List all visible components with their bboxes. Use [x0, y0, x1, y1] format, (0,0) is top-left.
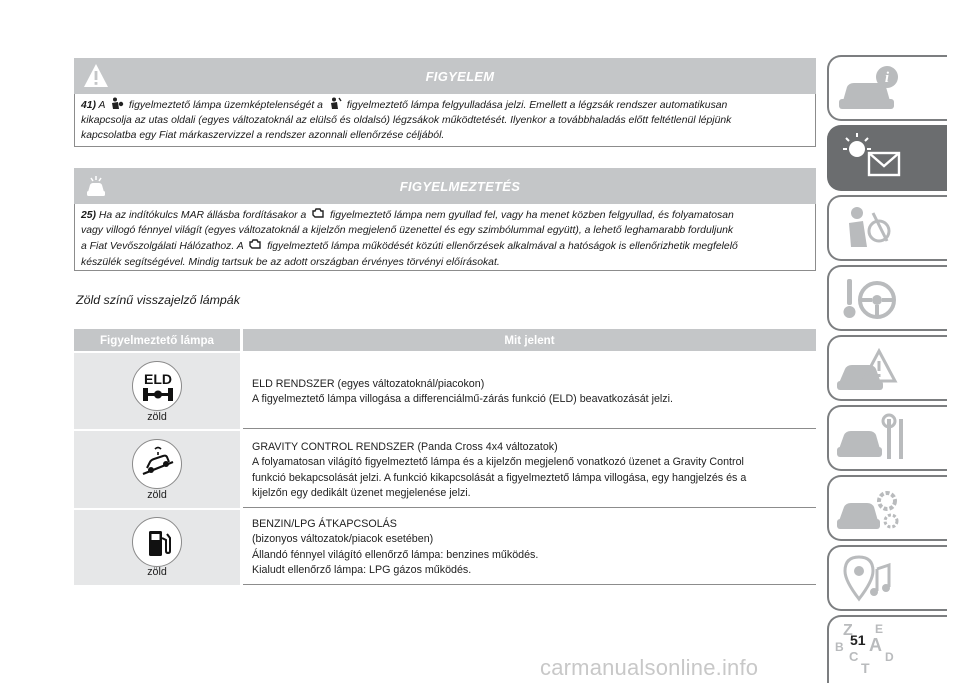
tab-car-info[interactable]	[827, 55, 947, 121]
meaning-line: GRAVITY CONTROL RENDSZER (Panda Cross 4x4 változatok)	[252, 441, 558, 453]
table-header-lamp: Figyelmeztető lámpa	[74, 329, 240, 351]
caution-header	[74, 168, 816, 204]
svg-text:i: i	[884, 70, 890, 86]
tab-dashboard-lights[interactable]	[827, 125, 947, 191]
caution-body	[74, 204, 816, 271]
tab-emergency[interactable]	[827, 335, 947, 401]
table-header-meaning: Mit jelent	[243, 329, 816, 351]
index-letter: Z	[843, 622, 853, 639]
warning-triangle-icon	[82, 62, 110, 90]
caution-line	[81, 210, 734, 221]
svg-text:ELD: ELD	[144, 371, 172, 387]
text-fragment: figyelmeztető lámpa nem gyullad fel, vagy ha menet közben felgyullad, és folyamatosan	[330, 210, 734, 221]
warning-title: FIGYELEM	[425, 68, 495, 84]
index-letter: A	[869, 635, 882, 655]
lamp-color-label: zöld	[147, 489, 167, 501]
multimedia-navigation-icon	[829, 547, 949, 613]
car-settings-gears-icon	[829, 477, 949, 543]
note-number: 25)	[81, 210, 97, 221]
caution-line	[81, 241, 738, 252]
caution-line: vagy villogó fénnyel világít (egyes változatoknál a kijelzőn megjelenő üzenettel és egy szimbólummal együtt), a lehető leghamarabb forduljunk	[81, 225, 734, 237]
text-fragment: figyelmeztető lámpa üzemképtelenségét a	[128, 100, 323, 111]
warning-line: kapcsolatba egy Fiat márkaszervizzel a rendszer azonnali ellenőrzése céljából.	[81, 130, 445, 142]
lamp-cell	[74, 353, 240, 429]
meaning-cell	[243, 431, 816, 508]
caution-title: FIGYELMEZTETÉS	[399, 178, 521, 194]
alphabetical-index-icon	[829, 617, 949, 683]
text-fragment: figyelmeztető lámpa működését közúti ellenőrzések alkalmával a hatóságok is ellenőrizhetik megfelelő	[267, 241, 738, 253]
car-caution-icon	[82, 172, 110, 200]
table-row	[74, 353, 816, 429]
airbag-warning-icon	[110, 97, 124, 110]
index-letter: E	[875, 622, 884, 636]
passenger-airbag-off-icon	[328, 97, 342, 110]
text-fragment: Ha az indítókulcs MAR állásba fordításakor a	[98, 210, 307, 221]
engine-check-icon	[248, 238, 262, 251]
car-info-icon	[829, 57, 949, 123]
text-fragment: A	[98, 100, 106, 111]
meaning-line: kijelzőn egy dedikált üzenet megjelenése jelzi.	[252, 486, 471, 499]
note-number: 41)	[81, 100, 97, 111]
fuel-pump-icon	[132, 517, 182, 567]
car-maintenance-tools-icon	[829, 407, 949, 473]
meaning-line: funkció bekapcsolását jelzi. A funkció kikapcsolását a figyelmeztető lámpa villogása, egy hangjelzés és a	[252, 471, 747, 484]
index-letter: C	[849, 649, 859, 664]
seat-airbag-icon	[829, 197, 949, 263]
page-number: 51	[850, 632, 866, 648]
dashboard-lights-message-icon	[829, 127, 949, 193]
lamp-color-label: zöld	[147, 566, 167, 578]
lamp-color-label: zöld	[147, 411, 167, 423]
eld-differential-lock-icon	[132, 361, 182, 411]
table-row	[74, 431, 816, 508]
meaning-line: A folyamatosan világító figyelmeztető lámpa és a kijelzőn megjelenő vonatkozó üzenet a Gravity Control	[252, 456, 744, 469]
index-letter: T	[861, 660, 870, 676]
tab-index[interactable]	[827, 615, 947, 683]
engine-check-icon	[311, 207, 325, 220]
meaning-line: Kialudt ellenőrző lámpa: LPG gázos működés.	[252, 563, 472, 576]
meaning-cell	[243, 353, 816, 429]
tab-technical-data[interactable]	[827, 475, 947, 541]
lamp-cell	[74, 510, 240, 585]
caution-line: készülék segítségével. Mindig tartsuk be az adott országban érvényes törvényi előírásokat.	[81, 256, 500, 268]
text-fragment: figyelmeztető lámpa felgyulladása jelzi. Emellett a légzsák rendszer automatikusan	[346, 100, 728, 111]
index-letter: D	[885, 650, 894, 664]
car-emergency-warning-icon	[829, 337, 949, 403]
text-fragment: a Fiat Vevőszolgálati Hálózathoz. A	[81, 241, 244, 253]
table-row	[74, 510, 816, 585]
index-letter: B	[835, 640, 844, 654]
warning-line	[81, 100, 727, 111]
watermark: carmanualsonline.info	[540, 655, 759, 680]
section-title: Zöld színű visszajelző lámpák	[76, 293, 240, 307]
tab-maintenance[interactable]	[827, 405, 947, 471]
tab-key-steering[interactable]	[827, 265, 947, 331]
lamp-cell	[74, 431, 240, 508]
gravity-control-icon	[132, 439, 182, 489]
tab-multimedia[interactable]	[827, 545, 947, 611]
warning-line: kikapcsolja az utas oldali (egyes változatoknál az elülső és oldalsó) légzsákok működtetését. Ilyenkor a továbbhaladás előtt feltétlenül lépjünk	[81, 115, 732, 127]
meaning-line: Állandó fénnyel világító ellenőrző lámpa: benzines működés.	[252, 548, 539, 561]
tab-seats-airbag[interactable]	[827, 195, 947, 261]
warning-body	[74, 94, 816, 147]
key-steering-wheel-icon	[829, 267, 949, 333]
warning-header	[74, 58, 816, 94]
meaning-cell	[243, 510, 816, 585]
meaning-line: ELD RENDSZER (egyes változatoknál/piacokon)	[252, 378, 485, 390]
meaning-line: (bizonyos változatok/piacok esetében)	[252, 533, 434, 546]
meaning-line: A figyelmeztető lámpa villogása a differenciálmű-zárás funkció (ELD) beavatkozását jelzi.	[252, 393, 673, 406]
meaning-line: BENZIN/LPG ÁTKAPCSOLÁS	[252, 518, 397, 530]
